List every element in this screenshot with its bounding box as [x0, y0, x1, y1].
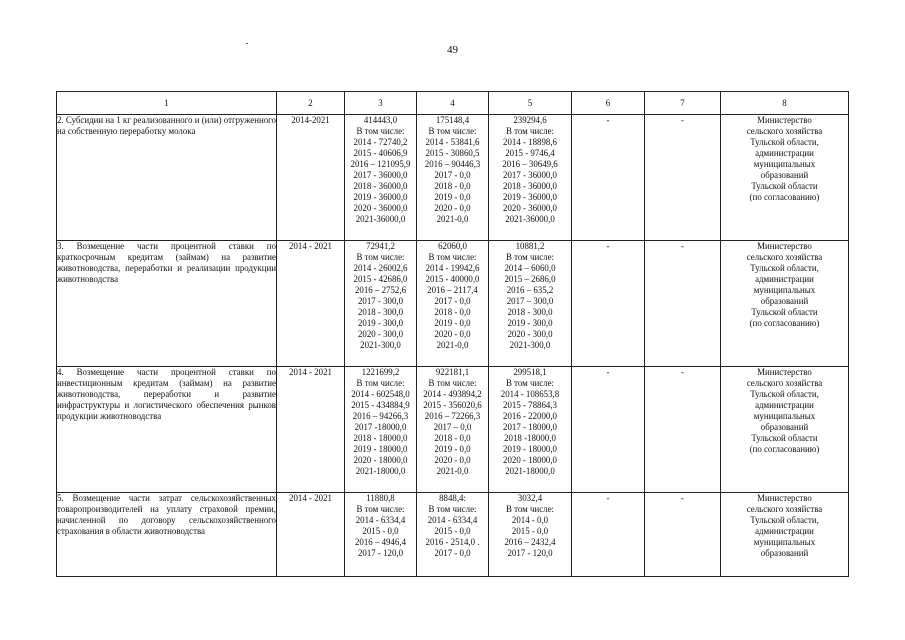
total-funding-cell-line: 2014 - 26002,6 — [353, 263, 408, 273]
total-funding-cell-line: В том числе: — [356, 252, 405, 262]
period-cell — [277, 241, 345, 367]
column-4-funding-cell — [417, 367, 489, 493]
header-col-5: 5 — [489, 92, 572, 115]
table-row — [57, 115, 849, 241]
column-5-funding-cell-line: 2018 -18000,0 — [504, 433, 556, 443]
column-4-funding-cell-line: 2014 - 493894,2 — [423, 389, 482, 399]
executor-cell-line: муниципальных — [753, 537, 816, 547]
column-6-cell — [572, 241, 645, 367]
total-funding-cell-line: 2014 - 602548,0 — [351, 389, 410, 399]
period-cell-text: 2014-2021 — [291, 115, 330, 125]
executor-cell-line: (по согласованию) — [749, 444, 820, 454]
period-cell-text: 2014 - 2021 — [289, 493, 332, 503]
column-6-cell — [572, 493, 645, 577]
column-5-funding-cell-line: 2021-18000,0 — [505, 466, 555, 476]
executor-cell-line: Тульской области, — [750, 515, 819, 525]
column-4-funding-cell-line: 2014 - 53841,6 — [425, 137, 480, 147]
executor-cell-line: Тульской области, — [750, 137, 819, 147]
activity-name-cell-text: 3. Возмещение части процентной ставки по краткосрочным кредитам (займам) на развитие животноводства, переработки и реализации продукции животноводства — [57, 241, 276, 284]
table-row — [57, 493, 849, 577]
column-5-funding-cell-line: 2016 - 22000,0 — [503, 411, 557, 421]
column-6-cell — [572, 367, 645, 493]
table-row — [57, 241, 849, 367]
column-4-funding-cell-line: 922181,1 — [435, 367, 470, 377]
column-5-funding-cell-line: 2017 - 36000,0 — [503, 170, 557, 180]
header-col-6: 6 — [572, 92, 645, 115]
executor-cell — [721, 115, 849, 241]
header-col-1: 1 — [57, 92, 277, 115]
total-funding-cell-line: 2021-36000,0 — [355, 214, 406, 224]
column-4-funding-cell-line: 2021-0,0 — [436, 214, 469, 224]
executor-cell-line: (по согласованию) — [749, 318, 820, 328]
executor-cell-line: муниципальных — [753, 285, 816, 295]
column-4-funding-cell-line: В том числе: — [428, 252, 477, 262]
total-funding-cell — [345, 115, 417, 241]
column-4-funding-cell-line: 2019 - 0,0 — [434, 444, 471, 454]
executor-cell-line: администрации — [755, 274, 814, 284]
column-5-funding-cell-line: 2016 – 2432,4 — [504, 537, 556, 547]
column-5-funding-cell-line: 2017 - 120,0 — [507, 548, 553, 558]
column-4-funding-cell-line: 2017 – 0,0 — [433, 422, 472, 432]
column-4-funding-cell-line: 2014 - 6334,4 — [427, 515, 478, 525]
column-6-cell-text: - — [606, 367, 610, 377]
column-4-funding-cell-line: 2017 - 0,0 — [434, 548, 471, 558]
total-funding-cell-line: 72941,2 — [366, 241, 395, 251]
column-5-funding-cell-line: 2015 - 78864,3 — [503, 400, 557, 410]
column-5-funding-cell-line: 2014 - 18898,6 — [503, 137, 557, 147]
column-6-cell-text: - — [606, 493, 610, 503]
total-funding-cell-line: 2015 - 434884,9 — [351, 400, 410, 410]
column-5-funding-cell-line: В том числе: — [506, 252, 554, 262]
total-funding-cell-line: 2020 - 36000,0 — [353, 203, 408, 213]
total-funding-cell-line: 2014 - 6334,4 — [355, 515, 406, 525]
executor-cell-line: муниципальных — [753, 411, 816, 421]
column-4-funding-cell — [417, 241, 489, 367]
executor-cell — [721, 367, 849, 493]
total-funding-cell-line: 1221699,2 — [361, 367, 400, 377]
total-funding-cell-line: 2016 – 2752,6 — [354, 285, 407, 295]
total-funding-cell-line: 2020 - 300,0 — [357, 329, 404, 339]
column-5-funding-cell-line: 2020 - 18000,0 — [503, 455, 557, 465]
column-4-funding-cell-line: 2016 - 2514,0 . — [425, 537, 480, 547]
column-5-funding-cell-line: 2015 - 9746,4 — [505, 148, 555, 158]
column-5-funding-cell-line: 10881,2 — [515, 241, 545, 251]
column-4-funding-cell-line: В том числе: — [428, 504, 477, 514]
column-5-funding-cell-line: 2014 - 108653,8 — [500, 389, 560, 399]
executor-cell-line: сельского хозяйства — [746, 378, 823, 388]
column-4-funding-cell-line: 2015 - 40000,0 — [425, 274, 480, 284]
column-4-funding-cell-line: 2015 - 356020,6 — [423, 400, 482, 410]
header-col-8: 8 — [721, 92, 849, 115]
period-cell-text: 2014 - 2021 — [289, 367, 332, 377]
column-4-funding-cell-line: 2015 - 30860,5 — [425, 148, 480, 158]
executor-cell-line: образований — [760, 170, 809, 180]
column-4-funding-cell-line: 8848,4: — [439, 493, 466, 503]
header-col-3: 3 — [345, 92, 417, 115]
column-7-cell-text: - — [681, 115, 684, 125]
total-funding-cell-line: 2021-18000,0 — [355, 466, 406, 476]
total-funding-cell-line: В том числе: — [356, 126, 405, 136]
scan-speck — [246, 43, 248, 44]
total-funding-cell-line: 11880,8 — [366, 493, 395, 503]
column-4-funding-cell-line: 2019 - 0,0 — [434, 192, 471, 202]
column-5-funding-cell-line: 2020 - 300,0 — [507, 329, 553, 339]
executor-cell-line: образований — [760, 548, 809, 558]
header-col-7: 7 — [645, 92, 721, 115]
total-funding-cell — [345, 367, 417, 493]
total-funding-cell-line: 2018 - 36000,0 — [353, 181, 408, 191]
total-funding-cell-line: 2019 - 300,0 — [357, 318, 404, 328]
column-4-funding-cell-line: 2020 - 0,0 — [434, 329, 471, 339]
table-row — [57, 367, 849, 493]
column-5-funding-cell-line: 2017 - 18000,0 — [503, 422, 557, 432]
activity-name-cell-text: 5. Возмещение части затрат сельскохозяйственных товаропроизводителей на уплату страховой премии, начисленной по договору сельскохозяйственного страхования в области животноводства — [57, 493, 276, 536]
executor-cell-line: Министерство — [757, 367, 812, 377]
column-4-funding-cell-line: 2018 - 0,0 — [434, 181, 471, 191]
total-funding-cell-line: 2017 - 36000,0 — [353, 170, 408, 180]
column-5-funding-cell-line: 2020 - 36000,0 — [503, 203, 557, 213]
column-5-funding-cell-line: 2021-300,0 — [509, 340, 551, 350]
total-funding-cell-line: 2018 - 300,0 — [357, 307, 404, 317]
executor-cell-line: Тульской области — [751, 181, 818, 191]
program-activities-table — [56, 91, 849, 577]
column-5-funding-cell-line: 2015 - 0,0 — [511, 526, 549, 536]
total-funding-cell — [345, 493, 417, 577]
column-5-funding-cell — [489, 115, 572, 241]
column-5-funding-cell-line: 2018 - 300,0 — [507, 307, 553, 317]
total-funding-cell-line: 2021-300,0 — [360, 340, 401, 350]
column-7-cell — [645, 367, 721, 493]
column-5-funding-cell — [489, 493, 572, 577]
column-4-funding-cell — [417, 115, 489, 241]
column-4-funding-cell-line: В том числе: — [428, 126, 477, 136]
column-5-funding-cell-line: 299518,1 — [513, 367, 547, 377]
header-col-2: 2 — [277, 92, 345, 115]
column-5-funding-cell-line: 2014 – 6060,0 — [504, 263, 556, 273]
executor-cell-line: образований — [760, 422, 809, 432]
activity-name-cell — [57, 115, 277, 241]
column-5-funding-cell-line: 239294,6 — [513, 115, 547, 125]
total-funding-cell-line: 2017 - 300,0 — [357, 296, 404, 306]
column-5-funding-cell — [489, 241, 572, 367]
column-4-funding-cell-line: 2016 – 2117,4 — [427, 285, 478, 295]
column-4-funding-cell-line: 2015 - 0,0 — [434, 526, 471, 536]
executor-cell-line: Министерство — [757, 241, 812, 251]
activity-name-cell — [57, 241, 277, 367]
total-funding-cell-line: В том числе: — [356, 378, 405, 388]
column-7-cell-text: - — [681, 367, 684, 377]
executor-cell-line: Тульской области — [751, 307, 818, 317]
column-5-funding-cell-line: 2018 - 36000,0 — [503, 181, 557, 191]
activity-name-cell — [57, 493, 277, 577]
column-6-cell — [572, 115, 645, 241]
column-5-funding-cell-line: 2016 – 30649,6 — [502, 159, 558, 169]
total-funding-cell — [345, 241, 417, 367]
column-5-funding-cell — [489, 367, 572, 493]
column-4-funding-cell-line: 2020 - 0,0 — [434, 203, 471, 213]
column-4-funding-cell-line: В том числе: — [428, 378, 477, 388]
column-5-funding-cell-line: 2017 – 300,0 — [506, 296, 554, 306]
executor-cell — [721, 493, 849, 577]
column-4-funding-cell — [417, 493, 489, 577]
page-number: 49 — [447, 44, 458, 56]
executor-cell-line: администрации — [755, 148, 814, 158]
total-funding-cell-line: 2014 - 72740,2 — [353, 137, 408, 147]
column-7-cell — [645, 241, 721, 367]
total-funding-cell-line: 2018 - 18000,0 — [353, 433, 408, 443]
column-4-funding-cell-line: 2021-0,0 — [436, 466, 469, 476]
column-4-funding-cell-line: 175148,4 — [435, 115, 470, 125]
column-5-funding-cell-line: 3032,4 — [517, 493, 543, 503]
column-4-funding-cell-line: 2016 – 72266,3 — [424, 411, 481, 421]
column-5-funding-cell-line: 2019 - 36000,0 — [503, 192, 557, 202]
column-7-cell-text: - — [681, 241, 684, 251]
column-7-cell-text: - — [681, 493, 684, 503]
executor-cell-line: сельского хозяйства — [746, 504, 823, 514]
total-funding-cell-line: В том числе: — [356, 504, 405, 514]
executor-cell-line: сельского хозяйства — [746, 126, 823, 136]
table-header-row — [57, 92, 849, 115]
total-funding-cell-line: 2015 - 42686,0 — [353, 274, 408, 284]
total-funding-cell-line: 2019 - 18000,0 — [353, 444, 408, 454]
period-cell — [277, 493, 345, 577]
executor-cell-line: сельского хозяйства — [746, 252, 823, 262]
total-funding-cell-line: 2015 - 40606,9 — [353, 148, 408, 158]
executor-cell-line: Министерство — [757, 493, 812, 503]
total-funding-cell-line: 2016 – 4946,4 — [354, 537, 407, 547]
executor-cell-line: администрации — [755, 400, 814, 410]
executor-cell-line: образований — [760, 296, 809, 306]
total-funding-cell-line: 2017 -18000,0 — [354, 422, 407, 432]
total-funding-cell-line: 2017 - 120,0 — [357, 548, 404, 558]
column-5-funding-cell-line: 2021-36000,0 — [505, 214, 555, 224]
column-4-funding-cell-line: 2018 - 0,0 — [434, 307, 471, 317]
period-cell — [277, 115, 345, 241]
column-6-cell-text: - — [606, 241, 610, 251]
total-funding-cell-line: 2016 – 121095,9 — [350, 159, 411, 169]
executor-cell-line: муниципальных — [753, 159, 816, 169]
activity-name-cell-text: 2. Субсидии на 1 кг реализованного и (или) отгруженного на собственную переработку молока — [57, 115, 276, 136]
column-4-funding-cell-line: 2019 - 0,0 — [434, 318, 471, 328]
executor-cell-line: Тульской области, — [750, 263, 819, 273]
activity-name-cell-text: 4. Возмещение части процентной ставки по инвестиционным кредитам (займам) на развитие животноводства, переработки и развитие инфраструктуры и логистического обеспечения рынков продукции животноводства — [57, 367, 276, 421]
period-cell-text: 2014 - 2021 — [289, 241, 332, 251]
activity-name-cell — [57, 367, 277, 493]
column-4-funding-cell-line: 2016 – 90446,3 — [424, 159, 481, 169]
total-funding-cell-line: 2019 - 36000,0 — [353, 192, 408, 202]
executor-cell-line: Тульской области — [751, 433, 818, 443]
column-4-funding-cell-line: 2020 - 0,0 — [434, 455, 471, 465]
column-4-funding-cell-line: 2017 - 0,0 — [434, 170, 471, 180]
column-5-funding-cell-line: В том числе: — [506, 378, 554, 388]
executor-cell-line: (по согласованию) — [749, 192, 820, 202]
executor-cell-line: Тульской области, — [750, 389, 819, 399]
column-5-funding-cell-line: 2015 – 2686,0 — [504, 274, 556, 284]
column-4-funding-cell-line: 62060,0 — [438, 241, 467, 251]
header-col-4: 4 — [417, 92, 489, 115]
column-4-funding-cell-line: 2014 - 19942,6 — [425, 263, 480, 273]
total-funding-cell-line: 2016 – 94266,3 — [352, 411, 409, 421]
column-5-funding-cell-line: 2019 - 300,0 — [507, 318, 553, 328]
total-funding-cell-line: 414443,0 — [363, 115, 398, 125]
column-4-funding-cell-line: 2021-0,0 — [436, 340, 469, 350]
column-7-cell — [645, 115, 721, 241]
column-5-funding-cell-line: В том числе: — [506, 126, 554, 136]
period-cell — [277, 367, 345, 493]
executor-cell-line: администрации — [755, 526, 814, 536]
total-funding-cell-line: 2015 - 0,0 — [362, 526, 399, 536]
total-funding-cell-line: 2020 - 18000,0 — [353, 455, 408, 465]
column-4-funding-cell-line: 2018 - 0,0 — [434, 433, 471, 443]
column-5-funding-cell-line: 2016 – 635,2 — [506, 285, 554, 295]
executor-cell — [721, 241, 849, 367]
column-4-funding-cell-line: 2017 - 0,0 — [434, 296, 471, 306]
executor-cell-line: Министерство — [757, 115, 812, 125]
column-5-funding-cell-line: 2014 - 0,0 — [511, 515, 549, 525]
column-6-cell-text: - — [606, 115, 610, 125]
column-7-cell — [645, 493, 721, 577]
column-5-funding-cell-line: 2019 - 18000,0 — [503, 444, 557, 454]
column-5-funding-cell-line: В том числе: — [506, 504, 554, 514]
